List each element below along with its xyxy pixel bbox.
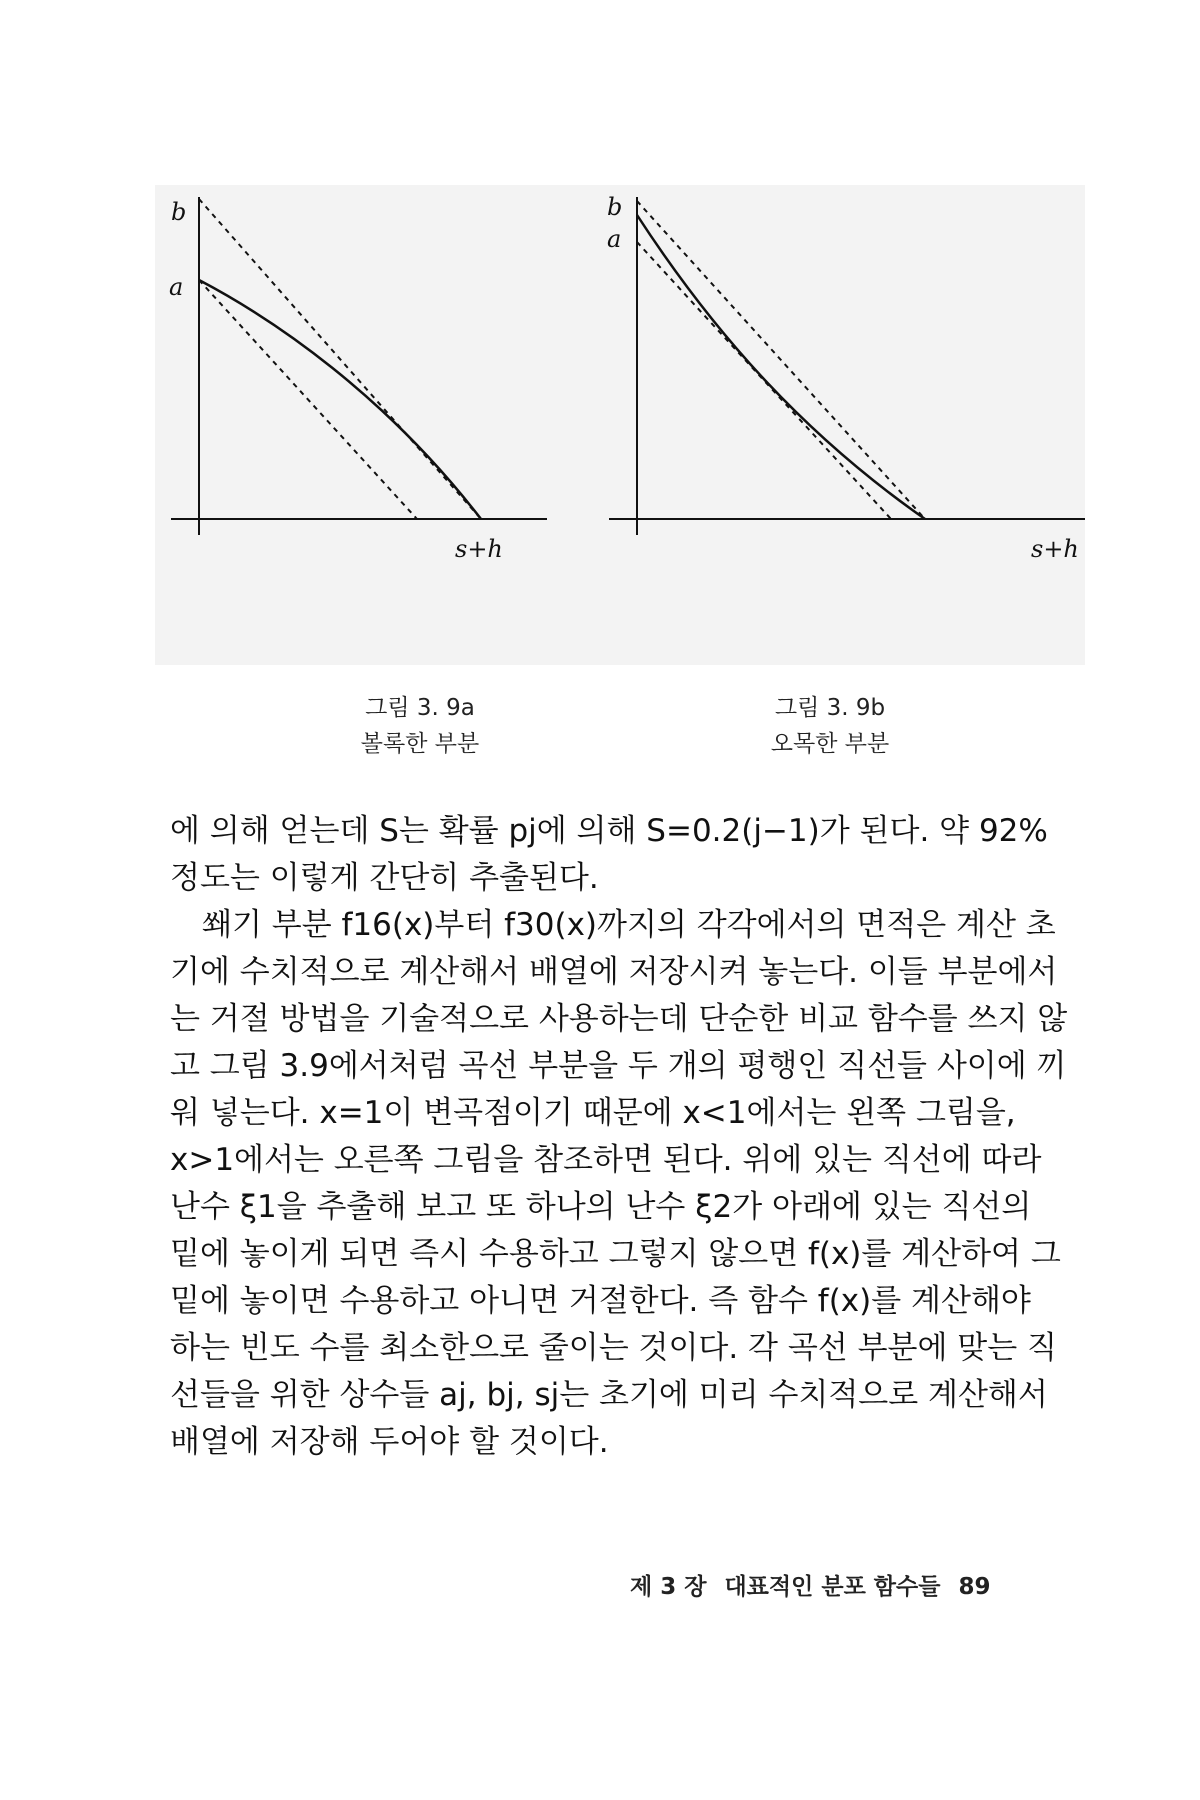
figure-3-9 bbox=[155, 185, 1085, 665]
paragraph: 쐐기 부분 f16(x)부터 f30(x)까지의 각각에서의 면적은 계산 초기에 수치적으로 계산해서 배열에 저장시켜 놓는다. 이들 부분에서는 거절 방법을 기술적으로 사용하는데 단순한 비교 함수를 쓰지 않고 그림 3.9에서처럼 곡선 부분을 두 개의 평행인 직선들 사이에 끼워 넣는다. x=1이 변곡점이기 때문에 x<1에서는 왼쪽 그림을, x>1에서는 오른쪽 그림을 참조하면 된다. 위에 있는 직선에 따라 난수 ξ1을 추출해 보고 또 하나의 난수 ξ2가 아래에 있는 직선의 밑에 놓이게 되면 즉시 수용하고 그렇지 않으면 f(x)를 계산하여 그 밑에 놓이면 수용하고 아니면 거절한다. 즉 함수 f(x)를 계산해야 하는 빈도 수를 최소한으로 줄이는 것이다. 각 곡선 부분에 맞는 직선들을 위한 상수들 aj, bj, sj는 초기에 미리 수치적으로 계산해서 배열에 저장해 두어야 할 것이다. bbox=[170, 907, 1068, 1460]
chapter-title: 대표적인 분포 함수들 bbox=[724, 1574, 941, 1600]
lower-dashed-line bbox=[199, 280, 417, 519]
paragraph: 에 의해 얻는데 S는 확률 pj에 의해 S=0.2(j−1)가 된다. 약 92% 정도는 이렇게 간단히 추출된다. bbox=[170, 813, 1048, 896]
figure-3-9a-plot bbox=[155, 185, 595, 665]
concave-curve bbox=[637, 215, 925, 519]
upper-dashed-line bbox=[199, 199, 481, 519]
caption-number: 그림 3. 9b bbox=[774, 695, 886, 721]
caption-title: 볼록한 부분 bbox=[360, 731, 480, 757]
label-a: a bbox=[169, 273, 184, 301]
label-a: a bbox=[607, 225, 622, 253]
caption-number: 그림 3. 9a bbox=[365, 695, 475, 721]
page-number: 89 bbox=[958, 1574, 991, 1600]
convex-curve bbox=[199, 280, 481, 519]
running-footer bbox=[630, 1568, 1070, 1601]
figure-3-9b-plot bbox=[595, 185, 1085, 665]
upper-dashed-line bbox=[637, 201, 925, 519]
caption-3-9a bbox=[290, 690, 550, 762]
label-b: b bbox=[607, 193, 623, 221]
label-b: b bbox=[171, 198, 187, 226]
caption-title: 오목한 부분 bbox=[770, 731, 890, 757]
body-text bbox=[170, 808, 1070, 1466]
label-s-plus-h: s+h bbox=[1031, 535, 1079, 563]
chapter-number: 제 3 장 bbox=[630, 1574, 707, 1600]
caption-3-9b bbox=[700, 690, 960, 762]
label-s-plus-h: s+h bbox=[455, 535, 503, 563]
